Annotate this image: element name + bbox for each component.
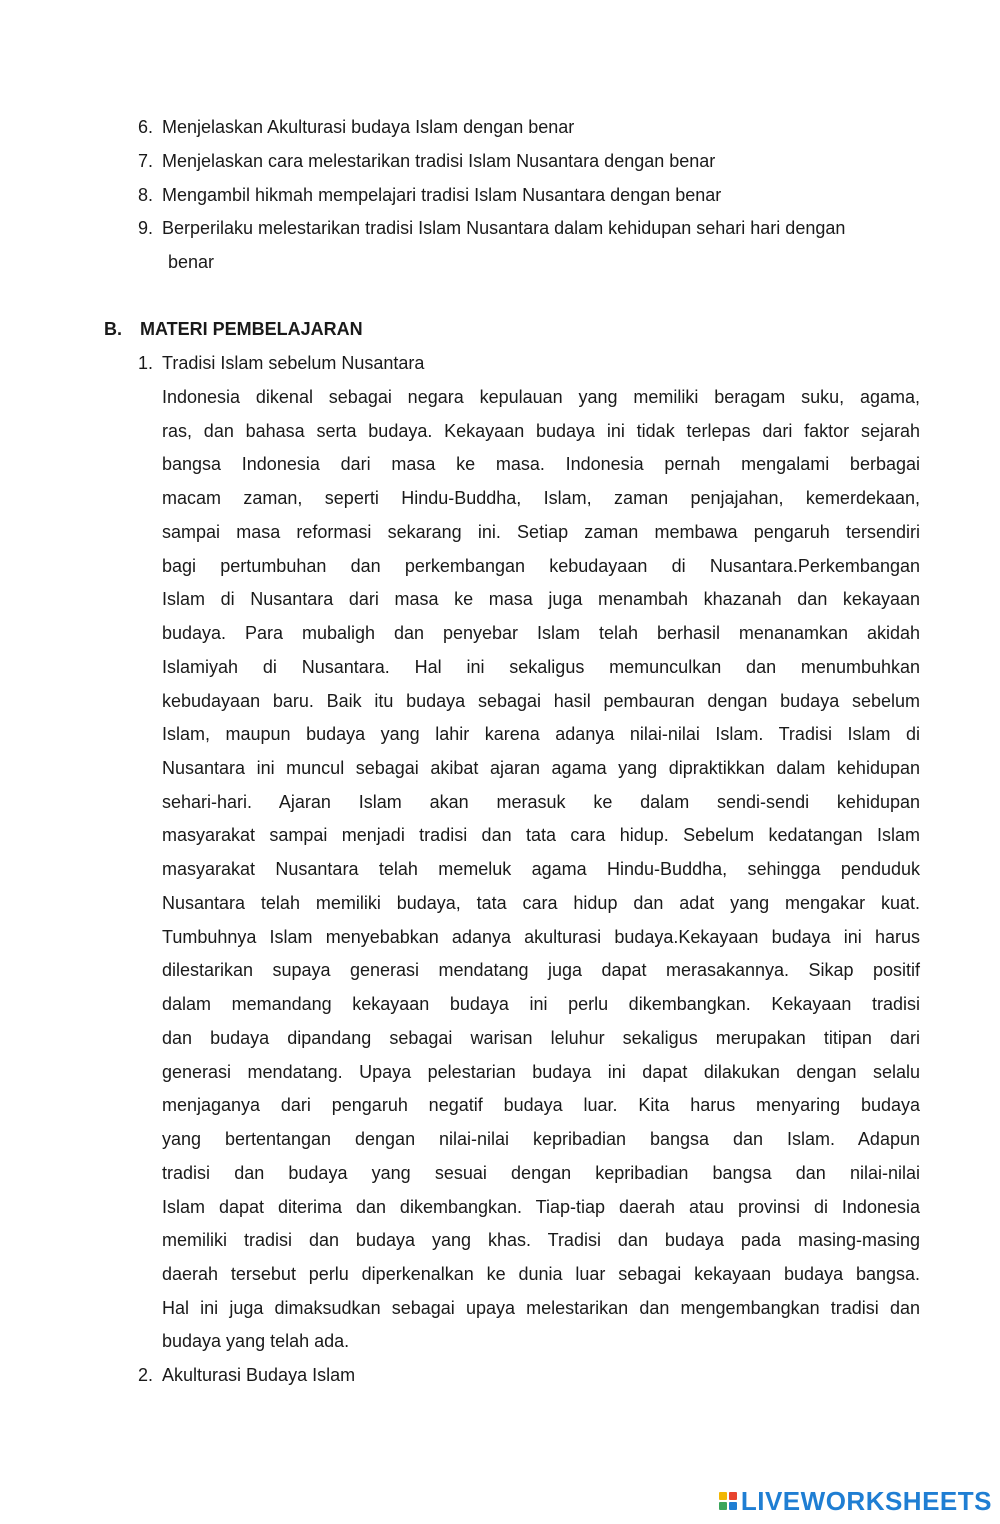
paragraph-line: dan budaya dipandang sebagai warisan leluhur sekaligus merupakan titipan dari [162, 1028, 920, 1048]
subsection-1-heading [138, 352, 424, 374]
list-number: 1. [138, 353, 154, 373]
objective-item-9 [138, 217, 845, 239]
paragraph-line: Islamiyah di Nusantara. Hal ini sekaligus memunculkan dan menumbuhkan [162, 657, 920, 677]
paragraph-line: masyarakat Nusantara telah memeluk agama Hindu-Buddha, sehingga penduduk [162, 859, 920, 879]
subsection-title: Tradisi Islam sebelum Nusantara [162, 353, 425, 373]
paragraph-line: sampai masa reformasi sekarang ini. Setiap zaman membawa pengaruh tersendiri [162, 522, 920, 542]
objective-item-7 [138, 150, 715, 172]
section-title: MATERI PEMBELAJARAN [140, 319, 363, 339]
paragraph-line: dalam memandang kekayaan budaya ini perlu dikembangkan. Kekayaan tradisi [162, 994, 920, 1014]
paragraph-line: Islam dapat diterima dan dikembangkan. Tiap-tiap daerah atau provinsi di Indonesia [162, 1197, 920, 1217]
logo-square-red [729, 1492, 737, 1500]
liveworksheets-watermark [719, 1484, 992, 1518]
list-text: Menjelaskan cara melestarikan tradisi Islam Nusantara dengan benar [162, 151, 716, 171]
logo-square-blue [729, 1502, 737, 1510]
paragraph-line: memiliki tradisi dan budaya yang khas. Tradisi dan budaya pada masing-masing [162, 1230, 920, 1250]
paragraph-line: generasi mendatang. Upaya pelestarian budaya ini dapat dilakukan dengan selalu [162, 1062, 920, 1082]
paragraph-line: tradisi dan budaya yang sesuai dengan kepribadian bangsa dan nilai-nilai [162, 1163, 920, 1183]
subsection-2-heading [138, 1364, 355, 1386]
list-text: Mengambil hikmah mempelajari tradisi Islam Nusantara dengan benar [162, 185, 722, 205]
list-text: Menjelaskan Akulturasi budaya Islam dengan benar [162, 117, 575, 137]
list-number: 9. [138, 218, 154, 238]
paragraph-line: Islam, maupun budaya yang lahir karena adanya nilai-nilai Islam. Tradisi Islam di [162, 724, 920, 744]
paragraph-line: Hal ini juga dimaksudkan sebagai upaya melestarikan dan mengembangkan tradisi dan [162, 1298, 920, 1318]
paragraph-line: Indonesia dikenal sebagai negara kepulauan yang memiliki beragam suku, agama, [162, 387, 920, 407]
paragraph-line: yang bertentangan dengan nilai-nilai kepribadian bangsa dan Islam. Adapun [162, 1129, 920, 1149]
paragraph-line: macam zaman, seperti Hindu-Buddha, Islam, zaman penjajahan, kemerdekaan, [162, 488, 920, 508]
section-heading [104, 318, 363, 340]
subsection-title: Akulturasi Budaya Islam [162, 1365, 356, 1385]
objective-item-8 [138, 184, 721, 206]
logo-square-yellow [719, 1492, 727, 1500]
paragraph-line: dilestarikan supaya generasi mendatang juga dapat merasakannya. Sikap positif [162, 960, 920, 980]
list-text: Berperilaku melestarikan tradisi Islam Nusantara dalam kehidupan sehari hari dengan [162, 218, 846, 238]
paragraph-line: budaya. Para mubaligh dan penyebar Islam telah berhasil menanamkan akidah [162, 623, 920, 643]
objective-item-9-continuation: benar [168, 252, 215, 272]
logo-square-green [719, 1502, 727, 1510]
paragraph-line: menjaganya dari pengaruh negatif budaya luar. Kita harus menyaring budaya [162, 1095, 920, 1115]
paragraph-line: Tumbuhnya Islam menyebabkan adanya akulturasi budaya.Kekayaan budaya ini harus [162, 927, 920, 947]
paragraph-line: Islam di Nusantara dari masa ke masa juga menambah khazanah dan kekayaan [162, 589, 920, 609]
paragraph-line: Nusantara ini muncul sebagai akibat ajaran agama yang dipraktikkan dalam kehidupan [162, 758, 920, 778]
paragraph-line: bagi pertumbuhan dan perkembangan kebudayaan di Nusantara.Perkembangan [162, 556, 920, 576]
paragraph-line: ras, dan bahasa serta budaya. Kekayaan budaya ini tidak terlepas dari faktor sejarah [162, 421, 920, 441]
list-number: 7. [138, 151, 154, 171]
watermark-text: LIVEWORKSHEETS [740, 1485, 992, 1516]
liveworksheets-logo-icon [719, 1492, 737, 1510]
paragraph-line: sehari-hari. Ajaran Islam akan merasuk ke dalam sendi-sendi kehidupan [162, 792, 920, 812]
paragraph-line: daerah tersebut perlu diperkenalkan ke dunia luar sebagai kekayaan budaya bangsa. [162, 1264, 920, 1284]
paragraph-line: budaya yang telah ada. [162, 1331, 350, 1351]
objective-item-6 [138, 116, 574, 138]
list-number: 8. [138, 185, 154, 205]
paragraph-line: bangsa Indonesia dari masa ke masa. Indonesia pernah mengalami berbagai [162, 454, 920, 474]
section-letter: B. [104, 319, 122, 339]
list-number: 2. [138, 1365, 154, 1385]
list-number: 6. [138, 117, 154, 137]
paragraph-line: masyarakat sampai menjadi tradisi dan tata cara hidup. Sebelum kedatangan Islam [162, 825, 920, 845]
paragraph-line: Nusantara telah memiliki budaya, tata cara hidup dan adat yang mengakar kuat. [162, 893, 920, 913]
paragraph-line: kebudayaan baru. Baik itu budaya sebagai hasil pembauran dengan budaya sebelum [162, 691, 920, 711]
